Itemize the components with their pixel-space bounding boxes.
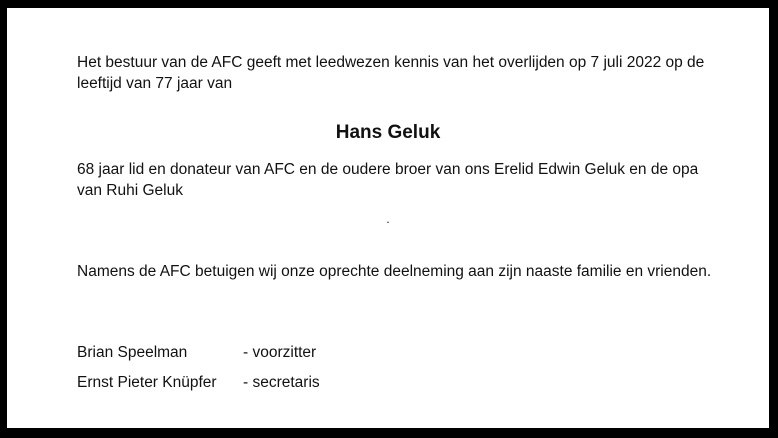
signatory-name: Ernst Pieter Knüpfer — [77, 374, 217, 391]
notice-page — [7, 8, 769, 428]
description-paragraph: 68 jaar lid en donateur van AFC en de oudere broer van ons Erelid Edwin Geluk en de opa van Ruhi Geluk — [77, 161, 699, 199]
deceased-name: Hans Geluk — [335, 122, 441, 143]
condolence-paragraph: Namens de AFC betuigen wij onze oprechte deelneming aan zijn naaste familie en vrienden. — [77, 263, 712, 280]
signatory-chairman — [77, 342, 316, 363]
signatory-name: Brian Speelman — [77, 344, 188, 361]
signatory-secretary — [77, 372, 320, 393]
signatory-role: - secretaris — [243, 374, 320, 391]
separator-dot: . — [386, 212, 390, 226]
signatory-role: - voorzitter — [243, 344, 317, 361]
intro-paragraph: Het bestuur van de AFC geeft met leedwezen kennis van het overlijden op 7 juli 2022 op de leeftijd van 77 jaar van — [77, 54, 705, 92]
